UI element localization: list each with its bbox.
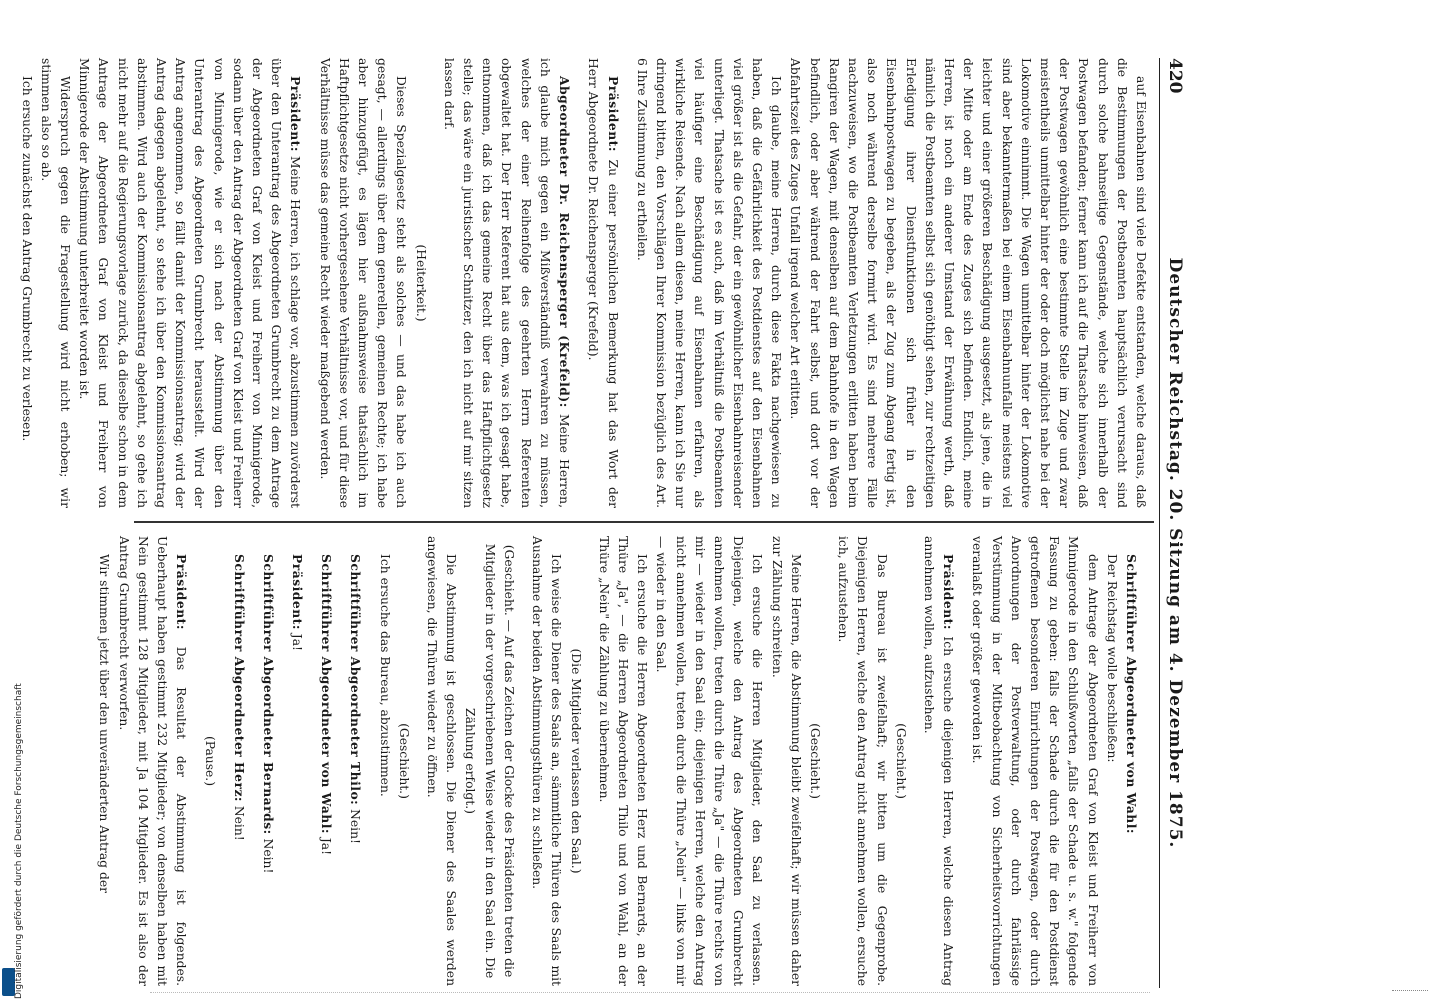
page-title: Deutscher Reichstag. 20. Sitzung am 4. Dezember 1875. [1165, 257, 1185, 849]
footer [5, 0, 24, 1000]
paragraph: Ich ersuche zunächst den Antrag Grumbrecht zu verlesen. [19, 76, 34, 442]
paragraph: Ich ersuche die Herren Abgeordneten Herz und Bernards, an der Thüre „Ja", — die Herren Abgeordneten Thilo und von Wahl, an der Thüre „Nein" die Zählung zu übernehmen. [596, 536, 650, 986]
paragraph: Die Abstimmung ist geschlossen. Die Diener des Saales werden angewiesen, die Thüren wieder zu öffnen. [425, 536, 459, 986]
page-header [1159, 58, 1190, 988]
speaker-name: Schriftführer Abgeordneter von Wahl: [319, 554, 335, 834]
speaker-name: Schriftführer Abgeordneter Herz: [231, 554, 247, 802]
paragraph: auf Eisenbahnen sind viele Defekte entstanden, welche daraus, daß die Bestimmungen der Postbeamten hauptsächlich verursacht sind durch solche bahnseitige Gegenstände, welche sich innerhalb der Postwagen befanden; ferner kann ich auf die Thatsache hinweisen, daß der Postwagen gewöhnlich eine bestimmte Stelle im Zuge und zwar meistentheils unmittelbar hinter der oder doch möglichst nahe bei der Lokomotive einnimmt. Die Wagen unmittelbar hinter der Lokomotive sind aber bekanntermaßen bei einem Eisenbahnunfalle meistens viel leichter und einer größeren Beschädigung ausgesetzt, als jene, die in der Mitte oder am Ende des Zuges sich befinden. Endlich, meine Herren, ist noch ein anderer Umstand der Erwähnung werth, daß nämlich die Postbeamten selbst sich genöthigt sehen, zur rechtzeitigen Erledigung ihrer Dienstfunktionen sich früher in den Eisenbahnpostwagen zu begeben, als der Zug zum Abgang fertig ist, also noch während derselbe formirt wird. Es sind mehrere Fälle nachzuweisen, wo die Postbeamten Verletzungen erlitten haben beim Rangiren der Wagen, mit denselben auf dem Bahnhofe in den Wagen befindlich, oder aber während der Fahrt selbst, und dort vor der Abfahrtszeit des Zuges Unfall irgend welcher Art erlitten. [788, 58, 1148, 508]
paragraph: Widerspruch gegen die Fragestellung wird nicht erhoben; wir stimmen also so ab. [38, 58, 73, 508]
stage-direction: (Die Mitglieder verlassen den Saal.) [568, 648, 583, 874]
speaker-name: Abgeordneter Dr. Reichensperger (Krefeld): [557, 76, 573, 408]
stage-direction: (Pause.) [203, 735, 218, 787]
paragraph: Das Bureau ist zweifelhaft; wir bitten um die Gegenprobe. Diejenigen Herren, welche den Antrag nicht annehmen wollen, ersuche ich, aufzustehen. [836, 536, 889, 986]
speaker-name: Schriftführer Abgeordneter von Wahl: [1124, 554, 1139, 834]
speaker-paragraph: Schriftführer Abgeordneter Herz: Nein! [231, 554, 247, 841]
speaker-paragraph: Präsident: Das Resultat der Abstimmung ist folgendes. Ueberhaupt haben gestimmt 232 Mitglieder; von denselben haben mit Nein gestimmt 128 Mitglieder, mit Ja 104 Mitglieder. Es ist also der Antrag Grumbrecht verworfen. [116, 536, 190, 986]
speaker-name: Präsident: [941, 554, 957, 630]
speaker-paragraph: Schriftführer Abgeordneter Bernards: Nein! [260, 554, 276, 874]
stage-direction: (Geschieht.) [396, 723, 411, 799]
stage-direction: (Geschieht.) [893, 723, 908, 799]
speaker-name: Präsident: [288, 76, 304, 152]
speaker-name: Präsident: [174, 554, 190, 630]
digitization-note: Digitalisierung gefördert durch die Deutsche Forschungsgemeinschaft [14, 683, 24, 999]
stage-direction: (Geschieht. — Auf das Zeichen der Glocke des Präsidenten treten die Mitglieder in der vorgeschriebenen Weise wieder in den Saal ein. Die Zählung erfolgt.) [463, 543, 516, 979]
left-column [19, 58, 1150, 508]
speaker-name: Schriftführer Abgeordneter Thilo: [348, 554, 364, 806]
stage-direction: (Heiterkeit.) [413, 244, 428, 322]
speaker-paragraph: Präsident: Ich ersuche diejenigen Herren, welche diesen Antrag annehmen wollen, aufzustehen. [921, 536, 957, 986]
scan-artifact [1392, 990, 1428, 993]
speaker-paragraph: Schriftführer Abgeordneter von Wahl: Ja! [319, 554, 335, 856]
stage-direction: (Geschieht.) [807, 723, 822, 799]
scan-artifact [150, 992, 1150, 995]
paragraph: Dieses Spezialgesetz steht als solches — und das habe ich auch gesagt, — allerdings über dem generellen, gemeinen Rechte; ich habe aber hinzugefügt, es lägen hier außnahmsweise thatsächlich im Haftpflichtgesetze nicht vorhergesehene Verhältnisse vor, und für diese Verhältnisse müsse das gemeine Recht wieder maßgebend werden. [317, 58, 409, 508]
column-divider [134, 521, 1154, 523]
speaker-paragraph: Schriftführer Abgeordneter Thilo: Nein! [348, 554, 364, 844]
speaker-paragraph: Abgeordneter Dr. Reichensperger (Krefeld): Meine Herren, ich glaube mich gegen ein Mißverständniß verwahren zu müssen, welches der einer Reihenfolge des geehrten Herrn Referenten obgewaltet hat. Der Herr Referent hat aus dem, was ich gesagt habe, entnommen, daß ich das gemeine Recht über das Haftpflichtgesetz stelle; das wäre ein juristischer Schnitzer, den ich nicht auf mir sitzen lassen darf. [441, 58, 573, 508]
paragraph: Ich glaube, meine Herren, durch diese Fakta nachgewiesen zu haben, daß die Gefährlichkeit des Postdienstes auf den Eisenbahnen viel größer ist als die Gefahr, der ein gewöhnlicher Eisenbahnreisender unterliegt. Thatsache ist es auch, daß im Verhältniß die Postbeamten viel häufiger eine Beschädigung auf Eisenbahnen erfahren, als wirkliche Reisende. Nach allem diesen, meine Herren, kann ich Sie nur dringend bitten, den Vorschlägen Ihrer Kommission bezüglich des Art. 6 Ihre Zustimmung zu ertheilen. [634, 58, 784, 508]
speaker-paragraph: Präsident: Ja! [290, 554, 306, 651]
speaker-paragraph [1121, 536, 1141, 986]
speaker-paragraph: Präsident: Zu einer persönlichen Bemerkung hat das Wort der Herr Abgeordnete Dr. Reichensperger (Krefeld). [586, 58, 621, 508]
speaker-name: Schriftführer Abgeordneter Bernards: [260, 554, 276, 835]
page-number: 420 [1165, 58, 1185, 94]
paragraph: Ich ersuche das Bureau, abzustimmen. [377, 554, 392, 797]
speaker-name: Präsident: [290, 554, 306, 630]
paragraph: dem Antrage der Abgeordneten Graf von Kleist und Freiherr von Minnigerode in den Schlußworten „falls der Schade u. s. w." folgende Fassung zu geben: falls der Schade durch die für den Postdienst getroffenen besonderen Einrichtungen der Postwagen, oder durch Anordnungen der Postverwaltung, oder durch fahrlässige Verstümmung in der Mitbeobachtung von Sicherheitsvorrichtungen veranlaßt oder größer geworden ist. [970, 536, 1100, 986]
paragraph: Meine Herren, die Abstimmung bleibt zweifelhaft; wir müssen daher zur Zählung schreiten. [769, 536, 803, 986]
paragraph: Ich weise die Diener des Saals an, sämmtliche Thüren des Saals mit Ausnahme der beiden Abstimmungsthüren zu schließen. [530, 536, 564, 986]
paragraph: Ich ersuche die Herren Mitglieder, den Saal zu verlassen. Diejenigen, welche den Antrag des Abgeordneten Grumbrecht annehmen wollen, treten durch die Thüre „Ja" — die Thüre rechts von mir — wieder in den Saal ein; diejenigen Herren, welche den Antrag nicht annehmen wollen, treten durch die Thüre „Nein" — links von mir — wieder in den Saal. [654, 536, 765, 986]
right-column [97, 536, 1150, 986]
paragraph: Wir stimmen jetzt über den unveränderten Antrag der [97, 554, 112, 893]
paragraph: Der Reichstag wolle beschließen: [1104, 554, 1119, 763]
speaker-name: Präsident: [605, 76, 621, 152]
speaker-paragraph: Präsident: Meine Herren, ich schlage vor, abzustimmen zuvörderst über den Unterantrag des Abgeordneten Grumbrecht zu dem Antrage der Abgeordneten Graf von Kleist und Freiherr von Minnigerode, sodann über den Antrag der Abgeordneten Graf von Kleist und Freiherr von Minnigerode, wie er sich nach der Abstimmung über den Unterantrag des Abgeordneten Grumbrecht herausstellt. Wird der Antrag angenommen, so fällt damit der Kommissionsantrag; wird der Antrag dagegen abgelehnt, so stehe ich über den Kommissionsantrag abstimmen. Wird auch der Kommissionsantrag abgelehnt, so gehe ich nicht mehr auf die Regierungsvorlage zurück, da dieselbe schon in dem Antrage der Abgeordneten Graf von Kleist und Freiherr von Minnigerode der Abstimmung unterbreitet worden ist. [77, 58, 304, 508]
